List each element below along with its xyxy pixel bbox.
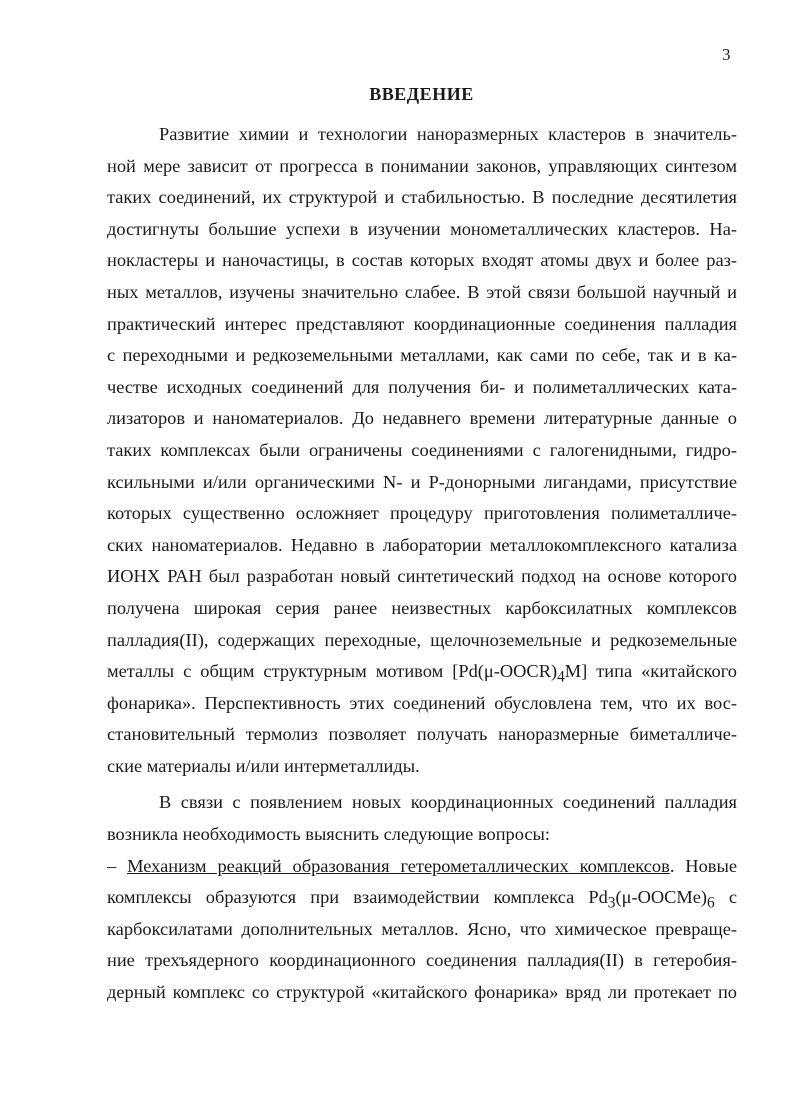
text-line: становительный термолиз позволяет получать наноразмерные биметалличе- (107, 724, 737, 745)
text-line: которых существенно осложняет процедуру приготовления полиметалличе- (107, 503, 737, 524)
body-text (107, 119, 737, 1009)
formula-subscript: 6 (707, 894, 715, 912)
formula-text: металлы с общим структурным мотивом [Pd(μ-OOCR) (107, 661, 558, 682)
text-line: В связи с появлением новых координационных соединений палладия (159, 792, 737, 813)
page-number: 3 (722, 45, 731, 64)
formula-subscript: 3 (607, 894, 616, 912)
text-line: получена широкая серия ранее неизвестных карбоксилатных комплексов (107, 597, 737, 618)
text-line: Развитие химии и технологии наноразмерных кластеров в значитель- (159, 124, 737, 144)
list-dash: – (107, 855, 117, 876)
text-line: достигнуты большие успехи в изучении монометаллических кластеров. На- (107, 218, 737, 239)
text-line: карбоксилатами дополнительных металлов. Ясно, что химическое превраще- (107, 918, 737, 939)
text-line: с переходными и редкоземельными металлами, как сами по себе, так и в ка- (107, 345, 737, 366)
formula-text: (μ-OOCMe) (615, 887, 708, 908)
text-line: ских наноматериалов. Недавно в лаборатории металлокомплексного катализа (107, 534, 737, 555)
text-line: нокластеры и наночастицы, в состав которых входят атомы двух и более раз- (107, 250, 737, 271)
formula-line (107, 656, 737, 688)
text-line: палладия(II), содержащих переходные, щелочноземельные и редкоземельные (107, 629, 737, 650)
formula-text: комплексы образуются при взаимодействии комплекса Pd (107, 887, 608, 908)
text-line: дерный комплекс со структурой «китайского фонарика» вряд ли протекает по (107, 982, 737, 1003)
text-line: фонарика». Перспективность этих соединений обусловлена тем, что их вос- (107, 692, 737, 713)
formula-text: M] типа «китайского (564, 661, 737, 682)
text-line: ксильными и/или органическими N- и P-донорными лигандами, присутствие (107, 471, 737, 492)
text-line: лизаторов и наноматериалов. До недавнего времени литературные данные о (107, 408, 737, 429)
text-line: таких комплексах были ограничены соединениями с галогенидными, гидро- (107, 439, 737, 460)
text-line: практический интерес представляют координационные соединения палладия (107, 313, 737, 334)
formula-line (107, 882, 737, 914)
text-line: возникла необходимость выяснить следующие вопросы: (107, 824, 551, 845)
text-line: ские материалы и/или интерметаллиды. (107, 755, 420, 776)
paragraph-2 (107, 787, 737, 850)
list-item-heading-line (107, 851, 737, 883)
text-line: ИОНХ РАН был разработан новый синтетический подход на основе которого (107, 566, 737, 587)
page-title: ВВЕДЕНИЕ (369, 84, 474, 104)
list-item-heading: Механизм реакций образования гетерометаллических комплексов (127, 855, 670, 876)
text-line: ной мере зависит от прогресса в понимании законов, управляющих синтезом (107, 155, 737, 176)
text-line: ных металлов, изучены значительно слабее. В этой связи большой научный и (107, 281, 737, 302)
text-line: честве исходных соединений для получения би- и полиметаллических ката- (107, 376, 737, 397)
formula-text: с (714, 887, 737, 908)
text-line: таких соединений, их структурой и стабильностью. В последние десятилетия (107, 187, 737, 208)
list-item-heading-tail: . Новые (669, 855, 737, 876)
text-line: ние трехъядерного координационного соединения палладия(II) в гетеробия- (107, 950, 737, 971)
formula-subscript: 4 (557, 668, 565, 686)
